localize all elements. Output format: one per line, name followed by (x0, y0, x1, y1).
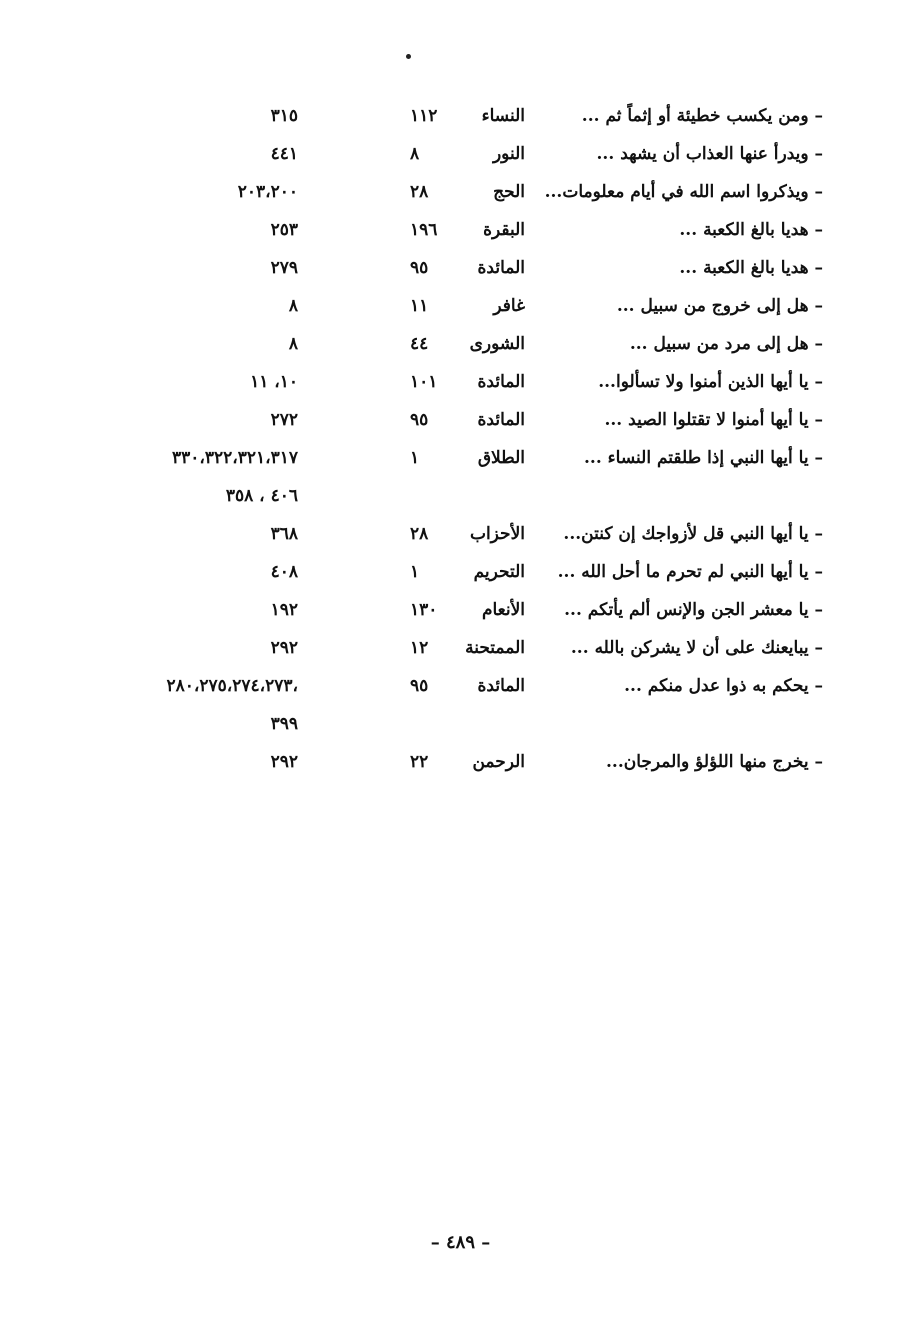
ayah-number: ٩٥ (410, 676, 429, 696)
surah-name: غافر (493, 296, 525, 316)
ayah-number: ١١٢ (410, 106, 438, 126)
page-number: – ٤٨٩ – (430, 1232, 491, 1253)
page-refs: ٤٤١ (270, 144, 298, 164)
index-row (0, 328, 921, 366)
page-refs: ٢٩٢ (270, 752, 298, 772)
surah-name: الطلاق (477, 448, 525, 468)
index-row (0, 632, 921, 670)
index-row (0, 100, 921, 138)
page-refs: ٢٥٣ (270, 220, 298, 240)
page-refs: ٢٧٢ (270, 410, 298, 430)
verse-fragment: – يا أيها النبي إذا طلقتم النساء ... (523, 448, 823, 468)
page-refs: ١٩٢ (270, 600, 298, 620)
ayah-number: ٤٤ (410, 334, 429, 354)
surah-name: البقرة (483, 220, 525, 240)
ayah-number: ١ (410, 448, 420, 468)
verse-fragment: – ويدرأ عنها العذاب أن يشهد ... (523, 144, 823, 164)
surah-name: الحج (493, 182, 525, 202)
page-refs-continued: ٣٩٩ (270, 714, 298, 734)
verse-fragment: – ومن يكسب خطيئة أو إثماً ثم ... (523, 106, 823, 126)
top-dot-mark (406, 54, 411, 59)
verse-fragment: – ويذكروا اسم الله في أيام معلومات... (523, 182, 823, 202)
index-row (0, 404, 921, 442)
surah-name: الممتحنة (465, 638, 525, 658)
verse-fragment: – هديا بالغ الكعبة ... (523, 258, 823, 278)
surah-name: الأحزاب (469, 524, 525, 544)
page-refs: ٣٦٨ (270, 524, 298, 544)
ayah-number: ٢٢ (410, 752, 429, 772)
page-refs: ٢٩٢ (270, 638, 298, 658)
verse-fragment: – يبايعنك على أن لا يشركن بالله ... (523, 638, 823, 658)
surah-name: التحريم (473, 562, 525, 582)
ayah-number: ١٢ (410, 638, 429, 658)
verse-fragment: – يا معشر الجن والإنس ألم يأتكم ... (523, 600, 823, 620)
index-row (0, 138, 921, 176)
ayah-number: ٩٥ (410, 410, 429, 430)
index-row-continuation (0, 708, 921, 746)
verse-fragment: – هديا بالغ الكعبة ... (523, 220, 823, 240)
index-row (0, 214, 921, 252)
surah-name: النساء (481, 106, 525, 126)
ayah-number: ١١ (410, 296, 429, 316)
verse-fragment: – يا أيها النبي لم تحرم ما أحل الله ... (523, 562, 823, 582)
index-row (0, 176, 921, 214)
page-refs: ٢٧٩ (270, 258, 298, 278)
page-refs: ٤٠٨ (270, 562, 298, 582)
index-row (0, 442, 921, 480)
page-refs-continued: ٤٠٦ ، ٣٥٨ (225, 486, 298, 506)
page-refs: ٨ (288, 296, 298, 316)
ayah-number: ١٣٠ (410, 600, 438, 620)
ayah-number: ٨ (410, 144, 420, 164)
verse-fragment: – هل إلى خروج من سبيل ... (523, 296, 823, 316)
index-row (0, 518, 921, 556)
ayah-number: ٢٨ (410, 524, 429, 544)
surah-name: المائدة (477, 372, 525, 392)
index-row-continuation (0, 480, 921, 518)
verse-fragment: – هل إلى مرد من سبيل ... (523, 334, 823, 354)
verse-fragment: – يا أيها أمنوا لا تقتلوا الصيد ... (523, 410, 823, 430)
verse-fragment: – يا أيها النبي قل لأزواجك إن كنتن... (523, 524, 823, 544)
index-row (0, 290, 921, 328)
page-refs: ١٠، ١١ (250, 372, 298, 392)
verse-fragment: – يحكم به ذوا عدل منكم ... (523, 676, 823, 696)
page-refs: ٨ (288, 334, 298, 354)
index-row (0, 746, 921, 784)
ayah-number: ١ (410, 562, 420, 582)
surah-name: المائدة (477, 676, 525, 696)
surah-name: الأنعام (481, 600, 525, 620)
verse-fragment: – يا أيها الذين أمنوا ولا تسألوا... (523, 372, 823, 392)
surah-name: المائدة (477, 410, 525, 430)
surah-name: النور (492, 144, 525, 164)
ayah-number: ٢٨ (410, 182, 429, 202)
index-row (0, 556, 921, 594)
ayah-number: ١٠١ (410, 372, 438, 392)
page-refs: ٣١٥ (270, 106, 298, 126)
page-refs: ٣٣٠،٣٢٢،٣٢١،٣١٧ (171, 448, 298, 468)
surah-name: الرحمن (472, 752, 525, 772)
index-row (0, 670, 921, 708)
index-row (0, 594, 921, 632)
verse-fragment: – يخرج منها اللؤلؤ والمرجان... (523, 752, 823, 772)
page-refs: ٢٠٣،٢٠٠ (237, 182, 298, 202)
surah-name: الشورى (469, 334, 525, 354)
index-row (0, 366, 921, 404)
page-refs: ،٢٨٠،٢٧٥،٢٧٤،٢٧٣ (166, 676, 298, 696)
surah-name: المائدة (477, 258, 525, 278)
index-row (0, 252, 921, 290)
ayah-number: ١٩٦ (410, 220, 438, 240)
ayah-number: ٩٥ (410, 258, 429, 278)
